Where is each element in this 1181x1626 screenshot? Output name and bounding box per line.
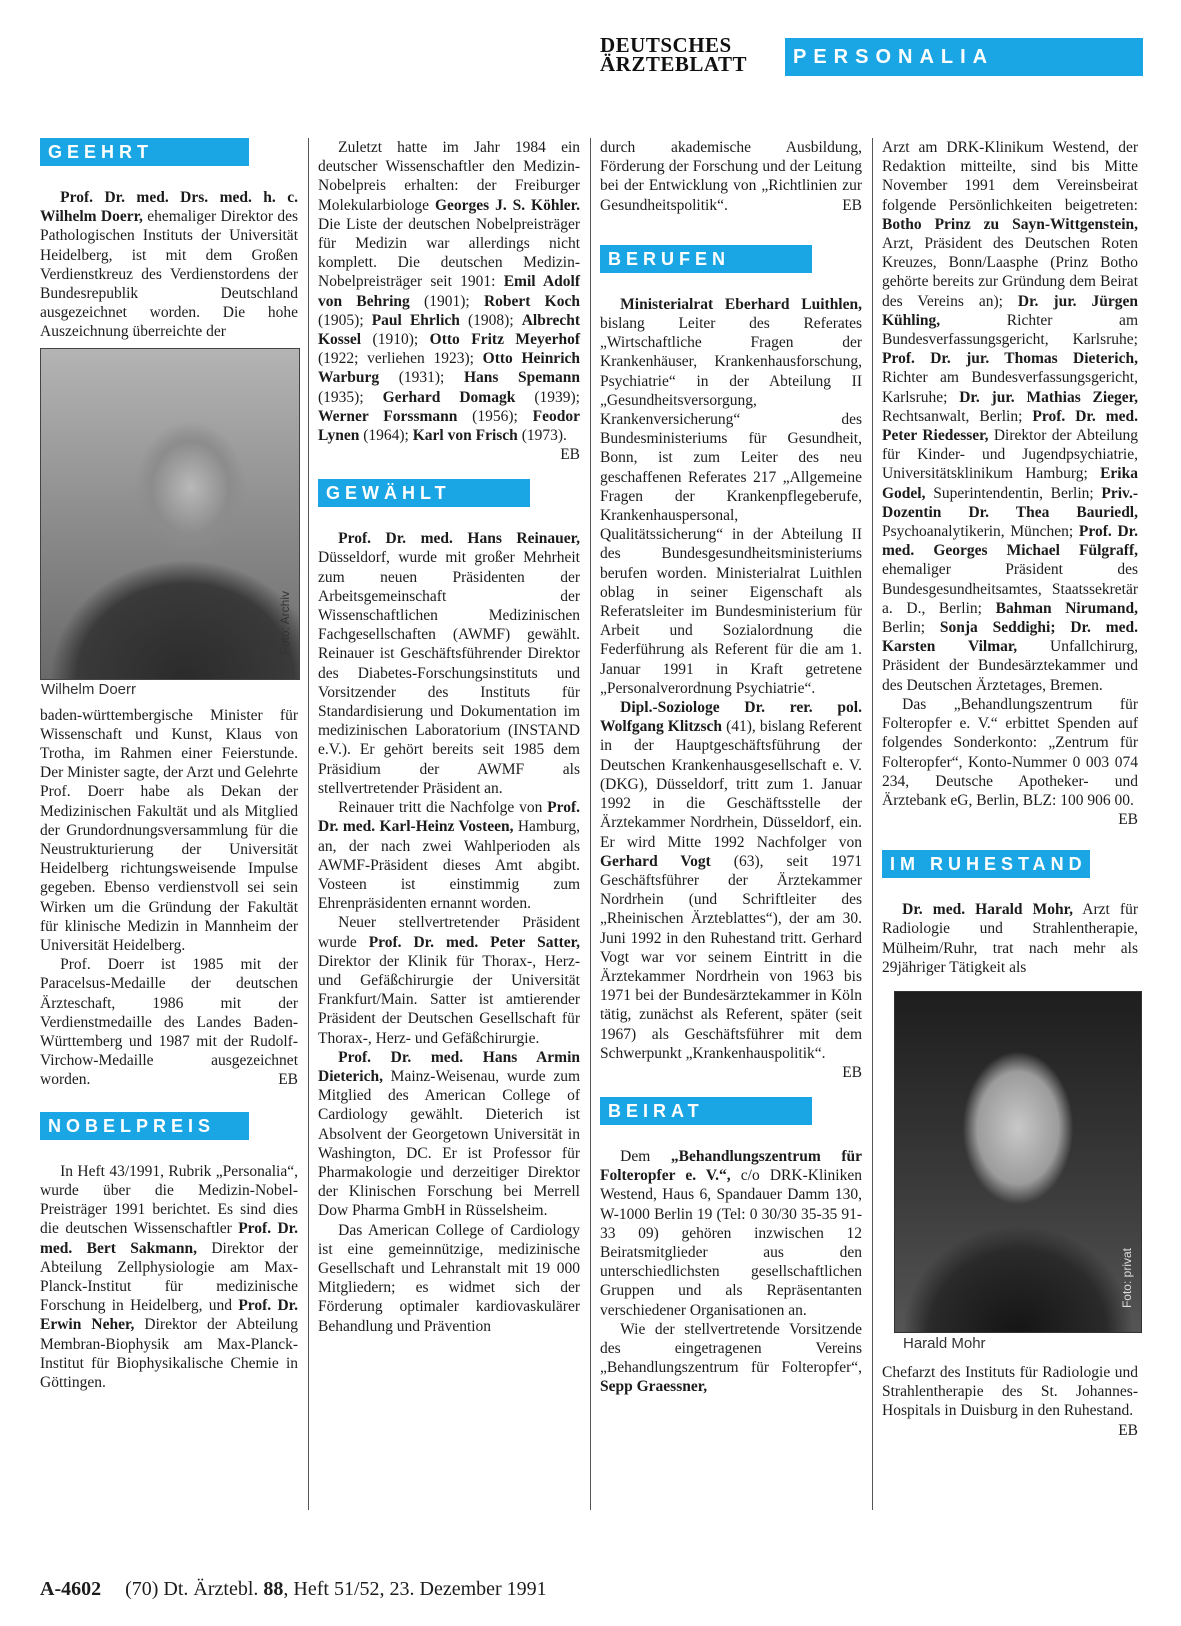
article-paragraph: Reinauer tritt die Nachfolge von Prof. Dr. med. Karl-Heinz Vosteen, Hamburg, an, der nach zwei Wahlperioden als AWMF-Präsident dieses Amt abgibt. Vosteen ist einstimmig zum Ehrenpräsidenten ernannt worden. — [318, 799, 580, 913]
laureate-name: Robert Koch — [483, 292, 580, 310]
article-paragraph: Dr. med. Harald Mohr, Arzt für Radiologie und Strahlentherapie, Mülheim/Ruhr, trat nach mehr als 29jähriger Tätigkeit als — [882, 901, 1138, 976]
person-name: Prof. Dr. med. Drs. med. h. c. Wilhelm Doerr, — [40, 189, 298, 226]
article-paragraph: Prof. Dr. med. Hans Armin Dieterich, Mainz-Weisenau, wurde zum Mitglied des American College of Cardiology gewählt. Dieterich ist Absolvent der Georgetown Universität in Washington, DC. Er ist Professor für Pharmakologie und derzeitiger Direktor der Klinischen Forschung bei Merrell Dow Pharma GmbH in Rüsselsheim. — [318, 1048, 580, 1220]
article-paragraph: Prof. Dr. med. Drs. med. h. c. Wilhelm Doerr, ehemaliger Direktor des Pathologischen Instituts der Universität Heidelberg, ist mit dem Großen Verdienstkreuz des Verdienstordens der Bundesrepublik Deutschland ausgezeichnet worden. Die hohe Auszeichnung überreichte der — [40, 189, 298, 341]
laureate-name: Emil Adolf von Behring — [318, 273, 581, 310]
article-paragraph: Dem „Behandlungszentrum für Folteropfer e. V.“, c/o DRK-Kliniken Westend, Haus 6, Spandauer Damm 130, W-1000 Berlin 19 (Tel: 0 30/30 35-35 91-33 09) gehören inzwischen 12 Beiratsmitglieder aus den unterschiedlichsten gesellschaftlichen Gruppen und als Repräsentanten verschiedener Organisationen an. — [600, 1147, 862, 1319]
portrait-photo-wilhelm-doerr — [40, 348, 300, 699]
portrait-photo-harald-mohr — [894, 991, 1142, 1352]
laureate-name: Hans Spemann — [463, 369, 580, 387]
person-name: Botho Prinz zu Sayn-Wittgenstein, — [882, 215, 1138, 233]
article-paragraph: durch akademische Ausbildung, Förderung der Forschung und der Leitung bei der Entwicklung von „Richtlinien zur Gesundheitspolitik“. EB — [600, 139, 862, 214]
photo-credit: Foto: privat — [1119, 1247, 1134, 1308]
laureate-name: Otto Heinrich Warburg — [318, 350, 580, 387]
person-name: Prof. Dr. jur. Thomas Dieterich, — [882, 350, 1138, 368]
article-paragraph: baden-württembergische Minister für Wissenschaft und Kunst, Klaus von Trotha, im Rahmen einer Feierstunde. Der Minister sagte, der Arzt und Gelehrte Prof. Doerr habe als Dekan der Medizinischen Fakultät und als Mitglied der Grundordnungsversammlung für die Neustrukturierung der Universität Heidelberg richtungsweisende Impulse gegeben. Ebenso verdienstvoll sei sein Wirken um die Gründung der Fakultät für klinische Medizin in Mannheim der Universität Heidelberg. — [40, 706, 298, 955]
person-name: Gerhard Vogt — [600, 852, 711, 870]
person-name: Prof. Dr. med. Georges Michael Fülgraff, — [882, 523, 1138, 560]
column-rule — [308, 138, 309, 1510]
person-name: Dr. med. Karsten Vilmar, — [882, 619, 1139, 656]
column-2 — [318, 138, 580, 1510]
section-header-berufen: BERUFEN — [600, 245, 812, 273]
person-name: Prof. Dr. med. Hans Reinauer, — [338, 530, 580, 548]
laureate-name: Karl von Frisch — [412, 427, 518, 445]
photo-credit: Foto: Archiv — [277, 591, 292, 655]
column-3 — [600, 138, 862, 1510]
author-signature: EB — [278, 1071, 298, 1089]
citation-issue: , Heft 51/52, 23. Dezember 1991 — [283, 1578, 547, 1600]
article-paragraph: Ministerialrat Eberhard Luithlen, bislang Leiter des Referates „Wirtschaftliche Fragen der Krankenhäuser, Krankenhausforschung, Psychiatrie“ in der Abteilung II „Gesundheitsversorgung, Krankenversicherung“ des Bundesministeriums für Gesundheit, Bonn, ist zum Leiter des neu geschaffenen Referates 217 „Allgemeine Fragen der Krankenpflegeberufe, Krankenhauspersonal, Qualitätssicherung“ in der Abteilung II des Bundesgesundheitsministeriums berufen worden. Ministerialrat Luithlen oblag in seiner Eigenschaft als Referatsleiter im Bundesministerium für Arbeit und Sozialordnung die Federführung als Referent für die am 1. Januar 1991 in Kraft getretene „Personalverordnung Psychiatrie“. — [600, 295, 862, 697]
article-paragraph: Neuer stellvertretender Präsident wurde Prof. Dr. med. Peter Satter, Direktor der Klinik für Thorax-, Herz- und Gefäßchirurgie der Universität Frankfurt/Main. Satter ist amtierender Präsident der Deutschen Gesellschaft für Thorax-, Herz- und Gefäßchirurgie. — [318, 914, 580, 1047]
author-signature: EB — [1118, 811, 1138, 829]
column-4 — [882, 138, 1138, 1510]
person-name: Sonja Seddighi; — [939, 619, 1056, 637]
person-name: Prof. Dr. med. Karl-Heinz Vosteen, — [318, 799, 580, 836]
column-rule — [590, 138, 591, 1510]
article-paragraph: Das American College of Cardiology ist eine gemeinnützige, medizinische Gesellschaft und Lehranstalt mit 19 000 Mitgliedern; es widmet sich der Förderung optimaler kardiovaskulärer Behandlung und Prävention — [318, 1221, 580, 1335]
organisation-name: „Behandlungszentrum für Folteropfer e. V.“, — [600, 1147, 862, 1185]
article-paragraph: Dipl.-Soziologe Dr. rer. pol. Wolfgang Klitzsch (41), bislang Referent in der Hauptgeschäftsführung der Deutschen Krankenhausgesellschaft e. V. (DKG), Düsseldorf, tritt zum 1. Januar 1992 in die Geschäftsstelle der Ärztekammer Nordrhein, Düsseldorf, ein. Er wird Mitte 1992 Nachfolger von Gerhard Vogt (63), seit 1971 Geschäftsführer der Ärztekammer Nordrhein (und Schriftleiter des „Rheinischen Ärzteblattes“), der am 30. Juni 1992 in den Ruhestand tritt. Gerhard Vogt war vor seinem Eintritt in die Ärztekammer Nordrhein von 1963 bis 1971 bei der Bundesärztekammer in Köln tätig, zunächst als Referent, später (seit 1967) als Geschäftsführer mit dem Schwerpunkt „Krankenhauspolitik“. EB — [600, 699, 862, 1081]
section-title: PERSONALIA — [785, 38, 1143, 76]
author-signature: EB — [560, 446, 580, 464]
laureate-name: Paul Ehrlich — [371, 311, 460, 329]
logo-line-1: DEUTSCHES — [600, 33, 732, 57]
article-paragraph: Prof. Dr. med. Hans Reinauer, Düsseldorf, wurde mit großer Mehrheit zum neuen Präsidenten der Arbeitsgemeinschaft der Wissenschaftlichen Medizinischen Fachgesellschaften (AWMF) gewählt. Reinauer ist Geschäftsführender Direktor des Diabetes-Forschungsinstituts und Vorsitzender des Instituts für Standardisierung und Dokumentation im medizinischen Laboratorium (INSTAND e.V.). Er gehört bereits seit 1985 dem Präsidium der AWMF als stellvertretender Präsident an. — [318, 530, 580, 797]
photo-caption: Harald Mohr — [903, 1334, 986, 1352]
article-paragraph: Prof. Doerr ist 1985 mit der Paracelsus-Medaille der deutschen Ärzteschaft, 1986 mit der Verdienstmedaille des Landes Baden-Württemberg und 1987 mit der Rudolf-Virchow-Medaille ausgezeichnet worden. EB — [40, 956, 298, 1089]
page-footer — [40, 1578, 547, 1601]
person-name: Dipl.-Soziologe Dr. rer. pol. Wolfgang Klitzsch — [600, 699, 862, 736]
laureate-name: Otto Fritz Meyerhof — [429, 331, 580, 349]
section-header-im-ruhestand: IM RUHESTAND — [882, 850, 1090, 878]
section-header-nobelpreis: NOBELPREIS — [40, 1112, 249, 1140]
laureate-name: Gerhard Domagk — [382, 388, 516, 406]
laureate-name: Albrecht Kossel — [318, 311, 580, 349]
article-paragraph: Chefarzt des Instituts für Radiologie und Strahlentherapie des St. Johannes-Hospitals in Duisburg in den Ruhestand. EB — [882, 1363, 1138, 1439]
person-name: Erika Godel, — [882, 465, 1138, 502]
person-name: Dr. med. Harald Mohr, — [902, 901, 1073, 919]
volume-number: 88 — [263, 1578, 284, 1600]
person-name: Georges J. S. Köhler. — [434, 196, 580, 214]
column-rule — [872, 138, 873, 1510]
author-signature: EB — [842, 1063, 862, 1081]
laureate-name: Feodor Lynen — [318, 407, 580, 445]
article-paragraph: Zuletzt hatte im Jahr 1984 ein deutscher Wissenschaftler den Medizin-Nobelpreis erhalten: der Freiburger Molekularbiologe Georges J. S. Köhler. Die Liste der deutschen Nobelpreisträger für Medizin war allerdings nicht komplett. Die deutschen Medizin-Nobelpreisträger seit 1901: Emil Adolf von Behring (1901); Robert Koch (1905); Paul Ehrlich (1908); Albrecht Kossel (1910); Otto Fritz Meyerhof (1922; verliehen 1923); Otto Heinrich Warburg (1931); Hans Spemann (1935); Gerhard Domagk (1939); Werner Forssmann (1956); Feodor Lynen (1964); Karl von Frisch (1973). EB — [318, 139, 581, 464]
person-name: Bahman Nirumand, — [995, 599, 1138, 617]
article-paragraph: Arzt am DRK-Klinikum Westend, der Redaktion mitteilte, sind bis Mitte November 1991 dem Vereinsbeirat folgende Persönlichkeiten beigetreten: Botho Prinz zu Sayn-Wittgenstein, Arzt, Präsident des Deutschen Roten Kreuzes, Bonn/Laasphe (Prinz Botho gehörte bereits zur Gründung dem Beirat des Vereins an); Dr. jur. Jürgen Kühling, Richter am Bundesverfassungsgericht, Karlsruhe; Prof. Dr. jur. Thomas Dieterich, Richter am Bundesverfassungsgericht, Karlsruhe; Dr. jur. Mathias Zieger, Rechtsanwalt, Berlin; Prof. Dr. med. Peter Riedesser, Direktor der Abteilung für Kinder- und Jugendpsychiatrie, Universitätsklinikum Hamburg; Erika Godel, Superintendentin, Berlin; Priv.-Dozentin Dr. Thea Bauriedl, Psychoanalytikerin, München; Prof. Dr. med. Georges Michael Fülgraff, ehemaliger Präsident des Bundesgesundheitsamtes, Staatssekretär a. D., Berlin; Bahman Nirumand, Berlin; Sonja Seddighi; Dr. med. Karsten Vilmar, Unfallchirurg, Präsident der Bundesärztekammer und des Deutschen Ärztetages, Bremen. — [882, 139, 1139, 694]
person-name: Prof. Dr. med. Hans Armin Dieterich, — [318, 1048, 580, 1085]
person-name: Prof. Dr. Erwin Neher, — [40, 1297, 298, 1334]
person-name: Dr. jur. Jürgen Kühling, — [882, 292, 1139, 329]
person-name: Priv.-Dozentin Dr. Thea Bauriedl, — [882, 484, 1138, 521]
citation-text: (70) Dt. Ärztebl. — [125, 1578, 264, 1600]
person-name: Prof. Dr. med. Peter Riedesser, — [882, 407, 1138, 445]
person-name: Prof. Dr. med. Peter Satter, — [368, 933, 580, 951]
person-name: Sepp Graessner, — [600, 1378, 708, 1396]
page-code: A-4602 — [40, 1578, 102, 1600]
laureate-name: Werner Forssmann — [318, 407, 458, 425]
logo-line-2: ÄRZTEBLATT — [600, 52, 747, 76]
person-name: Prof. Dr. med. Bert Sakmann, — [40, 1220, 299, 1257]
photo-caption: Wilhelm Doerr — [41, 681, 137, 699]
journal-logo — [600, 33, 772, 76]
section-header-beirat: BEIRAT — [600, 1097, 812, 1125]
person-name: Dr. jur. Mathias Zieger, — [959, 388, 1139, 406]
section-header-gewaehlt: GEWÄHLT — [318, 479, 530, 507]
article-paragraph: Das „Behandlungszentrum für Folteropfer e. V.“ erbittet Spenden auf folgendes Sonderkonto: „Zentrum für Folteropfer“, Konto-Nummer 0 003 074 234, Deutsche Apotheker- und Ärztebank eG, Berlin, BLZ: 100 906 00. EB — [882, 695, 1138, 829]
person-name: Ministerialrat Eberhard Luithlen, — [620, 295, 862, 313]
article-paragraph: Wie der stellvertretende Vorsitzende des eingetragenen Vereins „Behandlungszentrum für Folteropfer“, Sepp Graessner, — [600, 1320, 862, 1396]
article-paragraph: In Heft 43/1991, Rubrik „Personalia“, wurde über die Medizin-Nobel-Preisträger 1991 berichtet. Es sind dies die deutschen Wissenschaftler Prof. Dr. med. Bert Sakmann, Direktor der Abteilung Zellphysiologie am Max-Planck-Institut für medizinische Forschung in Heidelberg, und Prof. Dr. Erwin Neher, Direktor der Abteilung Membran-Biophysik am Max-Planck-Institut für Biophysikalische Chemie in Göttingen. — [40, 1162, 299, 1391]
author-signature: EB — [1118, 1421, 1138, 1439]
author-signature: EB — [842, 196, 862, 214]
section-header-geehrt: GEEHRT — [40, 138, 249, 166]
column-1 — [40, 138, 298, 1510]
